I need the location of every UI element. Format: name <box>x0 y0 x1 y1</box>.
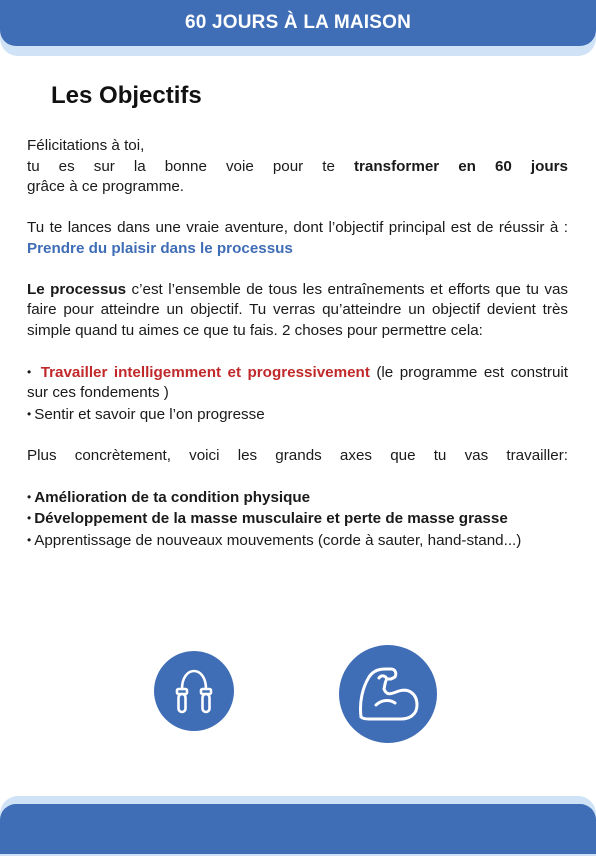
bullet-highlight: Travailler intelligemment et progressivement <box>40 363 370 381</box>
bullet-marker: • <box>27 489 32 504</box>
objectives-content <box>27 136 568 551</box>
bullet-text: (le programme est construit sur ces fondements ) <box>27 363 568 401</box>
intro-line-2 <box>27 157 568 178</box>
flexed-biceps-icon <box>351 657 425 731</box>
list-item <box>27 404 568 426</box>
bullet-marker: • <box>27 511 32 525</box>
processus-paragraph <box>27 280 568 342</box>
bullet-marker: • <box>27 406 32 421</box>
muscle-badge <box>339 645 437 743</box>
aventure-paragraph <box>27 218 568 259</box>
bullet-text: Sentir et savoir que l’on progresse <box>34 405 265 423</box>
bullet-marker: • <box>27 532 32 547</box>
intro-line-3: grâce à ce programme. <box>27 178 185 195</box>
axes-intro: Plus concrètement, voici les grands axes que tu vas travailler: <box>27 446 568 464</box>
intro-line-2-text: tu es sur la bonne voie pour te <box>27 157 354 175</box>
processus-bold: Le processus <box>27 280 127 298</box>
aventure-text: Tu te lances dans une vraie aventure, dont l’objectif principal est de réussir à : <box>27 219 568 236</box>
list-item <box>27 508 568 530</box>
bullet-text: Développement de la masse musculaire et perte de masse grasse <box>34 510 508 527</box>
page-title: Les Objectifs <box>51 82 202 109</box>
icon-row <box>0 645 596 745</box>
bullet-marker: • <box>27 364 32 379</box>
processus-text: c’est l’ensemble de tous les entraînements et efforts que tu vas faire pour atteindre un objectif. Tu verras qu’atteindre un objectif devient très simple quand tu aimes ce que tu fais. 2 choses pour permettre cela: <box>27 280 568 339</box>
header-bar <box>0 0 596 46</box>
list-item <box>27 362 568 404</box>
intro-line-1: Félicitations à toi, <box>27 137 145 154</box>
intro-emphasis: transformer en 60 jours <box>353 157 568 175</box>
header-title: 60 JOURS À LA MAISON <box>184 12 412 33</box>
jump-rope-icon <box>164 661 224 721</box>
list-item <box>27 487 568 509</box>
jump-rope-badge <box>154 651 234 731</box>
list-item <box>27 530 568 552</box>
bullet-text: Amélioration de ta condition physique <box>34 488 311 506</box>
bullet-text: Apprentissage de nouveaux mouvements (corde à sauter, hand-stand...) <box>34 531 522 549</box>
footer-bar <box>0 804 596 854</box>
aventure-highlight: Prendre du plaisir dans le processus <box>27 239 293 257</box>
